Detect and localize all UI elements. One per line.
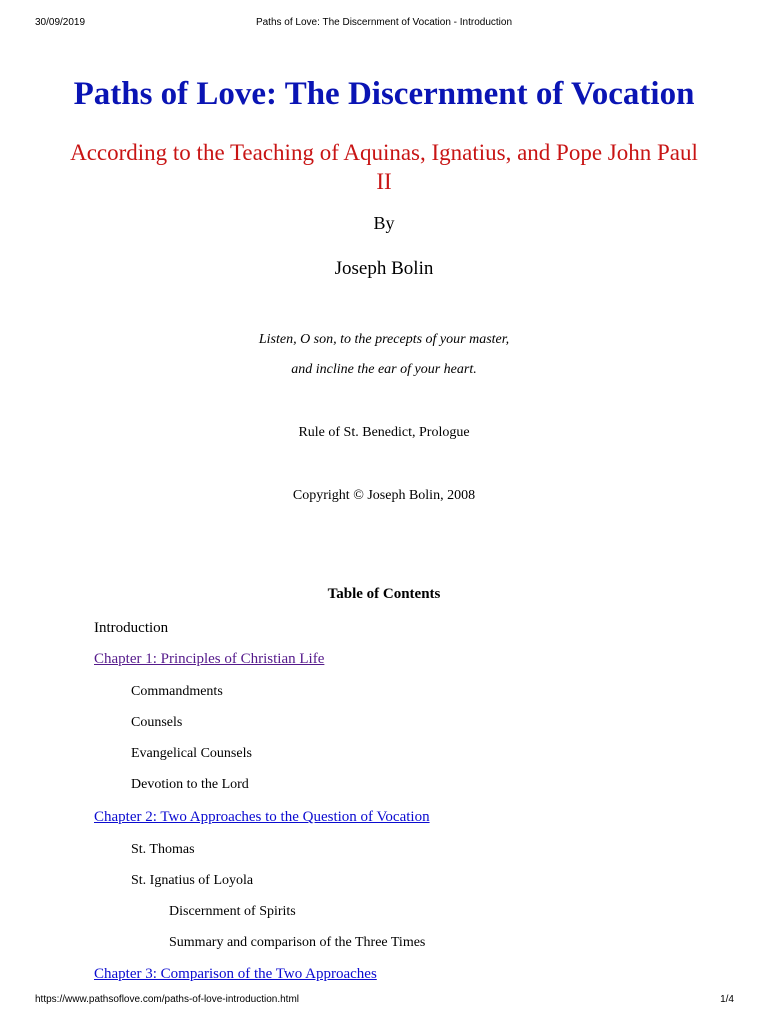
toc-entry: Commandments: [131, 684, 223, 699]
print-url: https://www.pathsoflove.com/paths-of-love-introduction.html: [35, 994, 300, 1005]
by-line: By: [373, 213, 395, 233]
quote-source: Rule of St. Benedict, Prologue: [298, 425, 470, 440]
print-date: 30/09/2019: [35, 17, 86, 28]
document-title: Paths of Love: The Discernment of Vocation: [73, 76, 695, 112]
toc-entry: Evangelical Counsels: [131, 746, 252, 761]
toc-chapter-link[interactable]: Chapter 1: Principles of Christian Life: [94, 651, 325, 667]
toc-entry: Devotion to the Lord: [131, 777, 249, 792]
author-name: Joseph Bolin: [334, 258, 434, 279]
toc-entry: St. Thomas: [131, 842, 195, 857]
print-page-number: 1/4: [720, 994, 734, 1005]
toc-entry: Introduction: [94, 620, 169, 636]
toc-chapter-link[interactable]: Chapter 3: Comparison of the Two Approaches: [94, 966, 377, 982]
toc-title: Table of Contents: [327, 586, 441, 602]
quote-line-2: and incline the ear of your heart.: [291, 362, 477, 377]
document-subtitle: According to the Teaching of Aquinas, Ignatius, and Pope John Paul II: [70, 140, 698, 194]
toc-chapter-link[interactable]: Chapter 2: Two Approaches to the Question of Vocation: [94, 809, 430, 825]
print-page-title: Paths of Love: The Discernment of Vocation - Introduction: [255, 17, 513, 28]
quote-line-1: Listen, O son, to the precepts of your master,: [258, 332, 510, 347]
print-footer: [0, 994, 768, 1008]
toc-entry: St. Ignatius of Loyola: [131, 873, 254, 888]
toc-entry: Discernment of Spirits: [169, 904, 296, 919]
copyright-notice: Copyright © Joseph Bolin, 2008: [292, 488, 476, 503]
toc-entry: Summary and comparison of the Three Times: [169, 935, 426, 950]
toc-entry: Counsels: [131, 715, 183, 730]
